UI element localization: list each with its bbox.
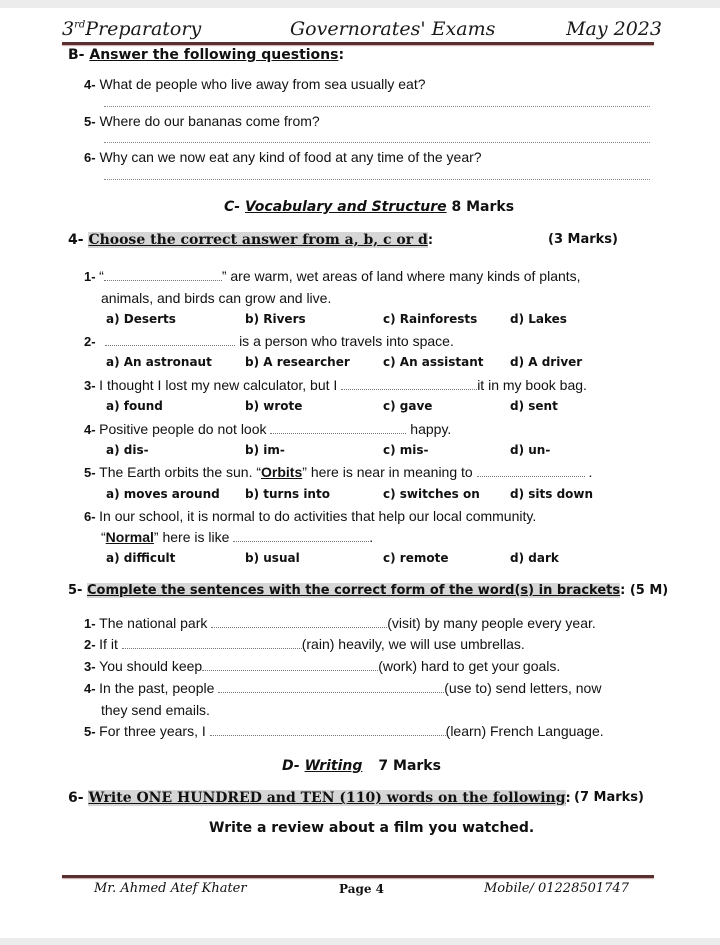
- option-a[interactable]: a) Deserts: [106, 312, 176, 326]
- blank[interactable]: [270, 422, 406, 434]
- blank[interactable]: [202, 659, 378, 671]
- option-b[interactable]: b) usual: [245, 551, 300, 565]
- option-b[interactable]: b) turns into: [245, 487, 330, 501]
- option-a[interactable]: a) moves around: [106, 487, 220, 501]
- option-d[interactable]: d) Lakes: [510, 312, 567, 326]
- blank[interactable]: [105, 334, 235, 346]
- q4-item-6: 6- In our school, it is normal to do activities that help our local community.: [84, 508, 537, 524]
- q4-heading: 4- Choose the correct answer from a, b, c or d:: [68, 232, 434, 248]
- q5-item-4: 4- In the past, people (use to) send letters, now: [84, 680, 602, 696]
- option-b[interactable]: b) im-: [245, 443, 285, 457]
- option-d[interactable]: d) sent: [510, 399, 558, 413]
- writing-prompt: Write a review about a film you watched.: [209, 820, 535, 836]
- q4-item-2: 2- is a person who travels into space.: [84, 333, 454, 349]
- option-a[interactable]: a) dis-: [106, 443, 149, 457]
- section-d-heading: D- Writing 7 Marks: [282, 758, 441, 774]
- q4-item-6-cont: “Normal” here is like .: [101, 529, 374, 545]
- q4-item-4: 4- Positive people do not look happy.: [84, 421, 452, 437]
- teacher-name: Mr. Ahmed Atef Khater: [94, 881, 247, 896]
- footer-divider: [62, 875, 654, 878]
- q6-marks: (7 Marks): [574, 790, 644, 805]
- blank[interactable]: [341, 378, 477, 390]
- blank[interactable]: [104, 269, 222, 281]
- q4-item-1-cont: animals, and birds can grow and live.: [101, 290, 332, 306]
- blank[interactable]: [210, 724, 446, 736]
- q4-marks: (3 Marks): [548, 232, 618, 247]
- question-b4: 4- What de people who live away from sea usually eat?: [84, 76, 426, 92]
- teacher-mobile: Mobile/ 01228501747: [484, 881, 629, 896]
- q5-heading: 5- Complete the sentences with the correct form of the word(s) in brackets: (5 M): [68, 583, 669, 598]
- q5-item-1: 1- The national park (visit) by many people every year.: [84, 615, 596, 631]
- option-b[interactable]: b) A researcher: [245, 355, 350, 369]
- question-b5: 5- Where do our bananas come from?: [84, 113, 320, 129]
- option-b[interactable]: b) wrote: [245, 399, 303, 413]
- option-c[interactable]: c) Rainforests: [383, 312, 478, 326]
- blank[interactable]: [211, 616, 387, 628]
- section-c-heading: C- Vocabulary and Structure 8 Marks: [224, 199, 515, 215]
- option-d[interactable]: d) sits down: [510, 487, 594, 501]
- blank[interactable]: [477, 465, 585, 477]
- option-c[interactable]: c) An assistant: [383, 355, 484, 369]
- option-c[interactable]: c) remote: [383, 551, 449, 565]
- q4-item-3: 3- I thought I lost my new calculator, but I it in my book bag.: [84, 377, 587, 393]
- exam-date: May 2023: [566, 18, 662, 40]
- option-b[interactable]: b) Rivers: [245, 312, 306, 326]
- grade-label: 3rdPreparatory: [62, 18, 202, 40]
- q5-item-2: 2- If it (rain) heavily, we will use umbrellas.: [84, 636, 525, 652]
- q5-item-4-cont: they send emails.: [101, 702, 210, 718]
- option-c[interactable]: c) mis-: [383, 443, 429, 457]
- option-c[interactable]: c) switches on: [383, 487, 480, 501]
- q5-item-3: 3- You should keep (work) hard to get your goals.: [84, 658, 561, 674]
- q6-heading: 6- Write ONE HUNDRED and TEN (110) words on the following:: [68, 790, 571, 806]
- option-d[interactable]: d) un-: [510, 443, 551, 457]
- q4-item-1: 1- “ ” are warm, wet areas of land where many kinds of plants,: [84, 268, 581, 284]
- option-d[interactable]: d) A driver: [510, 355, 583, 369]
- blank[interactable]: [122, 637, 302, 649]
- option-a[interactable]: a) An astronaut: [106, 355, 212, 369]
- section-b-heading: B- Answer the following questions:: [68, 47, 345, 63]
- answer-line-b4[interactable]: [104, 105, 650, 107]
- option-a[interactable]: a) found: [106, 399, 163, 413]
- option-c[interactable]: c) gave: [383, 399, 433, 413]
- answer-line-b6[interactable]: [104, 178, 650, 180]
- option-a[interactable]: a) difficult: [106, 551, 176, 565]
- page-number: Page 4: [339, 882, 385, 896]
- exam-page: [0, 8, 720, 938]
- option-d[interactable]: d) dark: [510, 551, 559, 565]
- answer-line-b5[interactable]: [104, 141, 650, 143]
- q5-item-5: 5- For three years, I (learn) French Language.: [84, 723, 604, 739]
- q4-item-5: 5- The Earth orbits the sun. “Orbits” here is near in meaning to .: [84, 464, 593, 480]
- exam-title: Governorates' Exams: [290, 18, 496, 40]
- question-b6: 6- Why can we now eat any kind of food at any time of the year?: [84, 149, 482, 165]
- blank[interactable]: [233, 530, 369, 542]
- page-header: [62, 14, 662, 44]
- blank[interactable]: [218, 681, 444, 693]
- header-divider: [62, 42, 654, 45]
